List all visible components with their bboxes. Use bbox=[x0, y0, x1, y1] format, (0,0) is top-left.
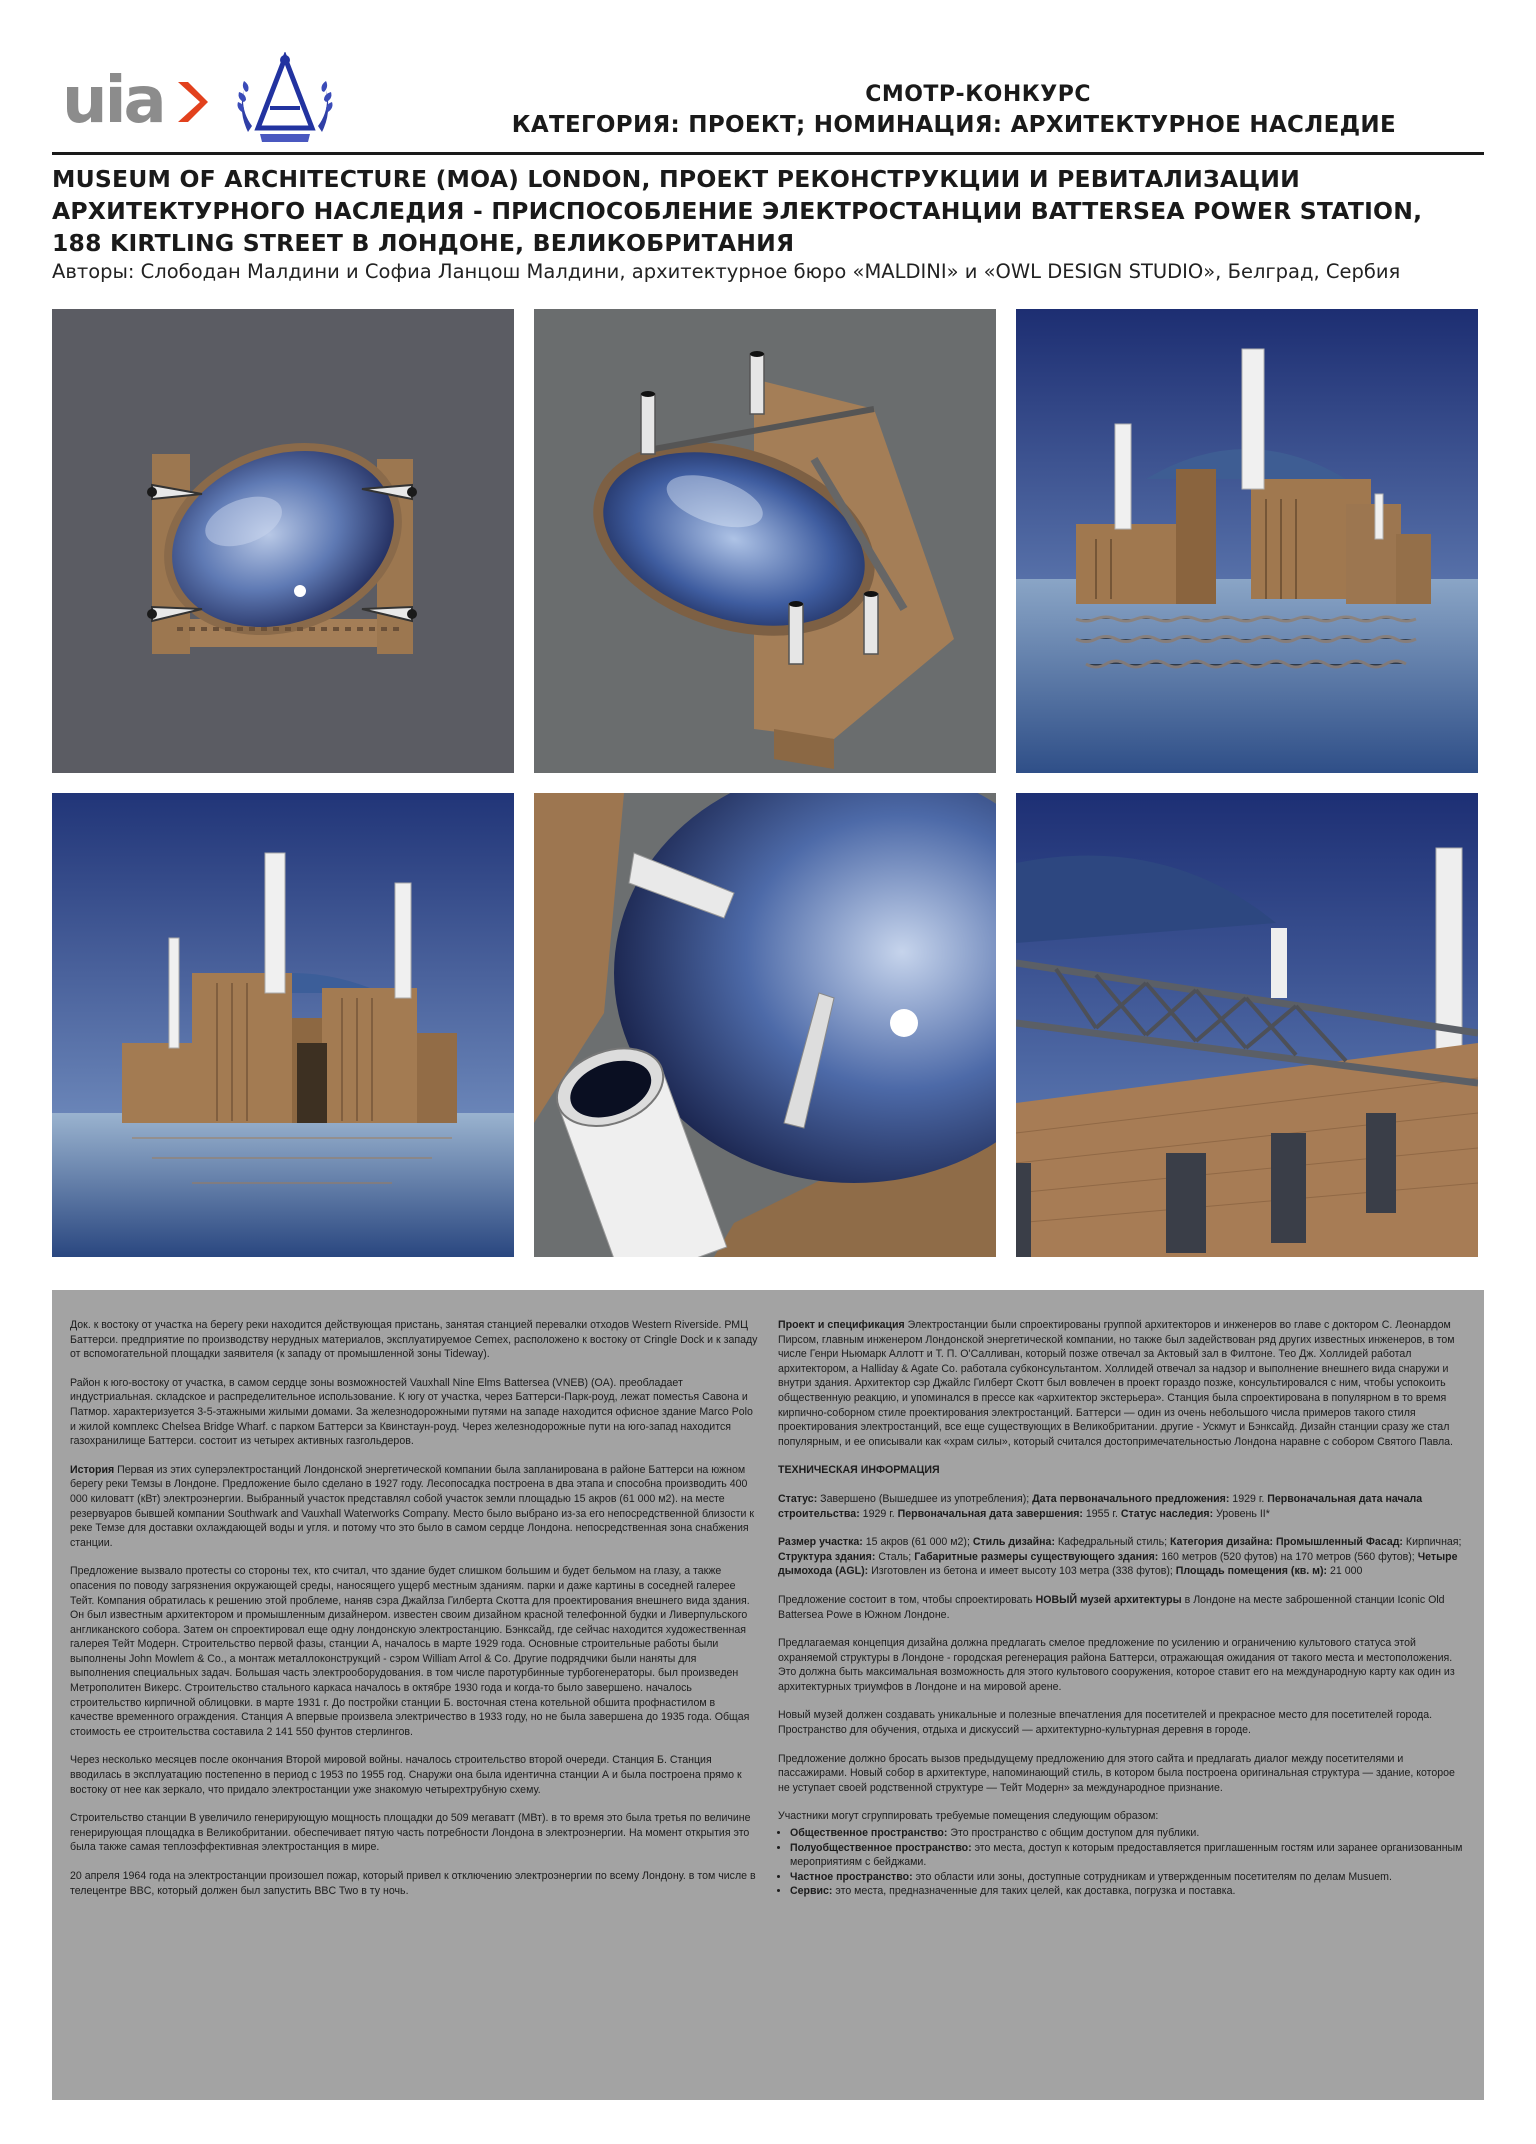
date-proposal-label: Дата первоначального предложения: bbox=[1032, 1492, 1230, 1505]
heritage-label: Статус наследия: bbox=[1120, 1507, 1214, 1520]
history-text: Первая из этих суперэлектростанций Лондонской энергетической компании была запланирована в районе Баттерси на южном берегу реки Темзы в Лондоне. Предложение было сделано в 1927 году. Лесопосадка построена в два этапа и способна производить 400 000 киловатт (кВт) электроэнергии. Выбранный участок представлял собой участок земли площадью 15 акров (61 000 м2). на месте резервуаров бывшей компании Southwark and Vauxhall Waterworks Company. Место было выбрано из-за его непосредственной близости к реке Темзе для доставки охлаждающей воды и угля. и потому что это было в самом сердце Лондона. непосредственная зона снабжения станции. bbox=[70, 1463, 754, 1549]
project-authors: Авторы: Слободан Малдини и Софиа Ланцош Малдини, архитектурное бюро «MALDINI» и «OWL DESIGN STUDIO», Белград, Сербия bbox=[52, 260, 1401, 283]
list-item-label: Сервис: bbox=[790, 1885, 833, 1898]
list-item-text: это места, предназначенные для таких целей, как доставка, погрузка и поставка. bbox=[832, 1885, 1236, 1898]
dimensions-label: Габаритные размеры существующего здания: bbox=[914, 1550, 1159, 1563]
technical-info-block-1 bbox=[778, 1492, 1468, 1521]
list-item-text: это области или зоны, доступные сотрудникам и утвержденным посетителям по делам Musuem. bbox=[912, 1870, 1392, 1883]
size-value: 15 акров (61 000 м2); bbox=[862, 1536, 973, 1549]
header-divider bbox=[52, 152, 1484, 155]
left-paragraph-4: Предложение вызвало протесты со стороны тех, кто считал, что здание будет слишком большим и будет бельмом на глазу, а также опасения по поводу загрязнения окружающей среды, наносящего ущерб местным зданиям. парки и даже картины в соседней галерее Тейт. Компания обратилась к решению этой проблеме, наняв сэра Джайлза Гилберта Скотта для проектирования внешнего вида здания. Он был известным архитектором и промышленным дизайнером. известен своим дизайном красной телефонной будки и Ливерпульского англиканского собора. Затем он спроектировал еще одну лондонскую электростанцию. Бэнксайд, где сейчас находится художественная галерея Тейт Модерн. Строительство первой фазы, станции А, началось в марте 1929 года. Основные строительные работы были выполнены John Mowlem & Co., а монтаж металлоконструкций - сэром William Arrol & Co. Другие подрядчики были наняты для выполнения специальных задач. Большая часть электрооборудования. в том числе паротурбинные турбогенераторы. был произведен Метрополитен Викерс. Строительство стального каркаса началось в октябре 1930 года и когда-то было завершено. началось строительство кирпичной облицовки. в марте 1931 г. До постройки станции Б. восточная стена котельной обшита профнастилом в качестве временного ограждения. Станция А впервые произвела электричество в 1933 году, но не была завершена до 1935 года. Общая стоимость ее строительства составила 2 141 550 фунтов стерлингов. bbox=[70, 1565, 750, 1738]
technical-info-title: ТЕХНИЧЕСКАЯ ИНФОРМАЦИЯ bbox=[778, 1464, 940, 1477]
style-label: Стиль дизайна: bbox=[972, 1536, 1055, 1549]
proposal-text-c: в Лондоне на месте заброшенной станции Iconic Old Battersea Powe в Южном Лондоне. bbox=[778, 1593, 1445, 1621]
render-perspective-top-view bbox=[534, 309, 996, 773]
proposal-text-a: Предложение состоит в том, чтобы спроектировать bbox=[778, 1593, 1036, 1606]
chimneys-value: Изготовлен из бетона и имеет высоту 103 метра (338 футов); bbox=[868, 1565, 1176, 1578]
header-category-label: КАТЕГОРИЯ: ПРОЕКТ; НОМИНАЦИЯ: АРХИТЕКТУРНОЕ НАСЛЕДИЕ bbox=[511, 112, 1396, 138]
date-end-value: 1955 г. bbox=[1082, 1507, 1121, 1520]
list-item-label: Общественное пространство: bbox=[790, 1827, 948, 1840]
dimensions-value: 160 метров (520 футов) на 170 метров (560 футов); bbox=[1158, 1550, 1418, 1563]
date-proposal-value: 1929 г. bbox=[1229, 1492, 1265, 1505]
list-item bbox=[790, 1841, 1468, 1870]
render-elevation-water-1 bbox=[1016, 309, 1478, 773]
list-item-label: Частное пространство: bbox=[790, 1870, 913, 1883]
list-item-text: это места, доступ к которым предоставляется приглашенным гостям или заранее организованным мероприятиям с бейджами. bbox=[790, 1841, 1463, 1869]
list-item-label: Полуобщественное пространство: bbox=[790, 1841, 972, 1854]
technical-info-block-2 bbox=[778, 1535, 1468, 1579]
list-item bbox=[790, 1826, 1468, 1841]
render-elevation-water-2 bbox=[52, 793, 514, 1257]
render-dome-chimney-detail bbox=[534, 793, 996, 1257]
description-right-column bbox=[778, 1318, 1468, 1899]
size-label: Размер участка: bbox=[778, 1536, 863, 1549]
right-paragraph-5: Предложение должно бросать вызов предыдущему предложению для этого сайта и предлагать диалог между посетителями и пассажирами. Новый собор в архитектуре, напоминающий стиль, в котором была построена оригинальная структура — здание, которое не уступает своей родственной структуре — Тейт Модерн» за международное признание. bbox=[778, 1752, 1455, 1794]
category-value: Кирпичная; bbox=[1402, 1536, 1462, 1549]
list-item-text: Это пространство с общим доступом для публики. bbox=[947, 1827, 1200, 1840]
status-value: Завершено (Вышедшее из употребления); bbox=[817, 1492, 1033, 1505]
description-left-column bbox=[70, 1318, 758, 1912]
association-crest-logo bbox=[230, 52, 340, 147]
render-top-view-1 bbox=[52, 309, 514, 773]
list-item bbox=[790, 1884, 1468, 1899]
left-paragraph-1: Док. к востоку от участка на берегу реки находится действующая пристань, занятая станцией перевалки отходов Western Riverside. РМЦ Баттерси. предприятие по производству нерудных материалов, эксплуатируемое Cemex, расположено к востоку от Cringle Dock и к западу от вспомогательной площадки заявителя (к западу от промышленной зоны Tideway). bbox=[70, 1319, 758, 1361]
left-paragraph-history bbox=[70, 1463, 758, 1551]
date-end-label: Первоначальная дата завершения: bbox=[897, 1507, 1083, 1520]
left-paragraph-2: Район к юго-востоку от участка, в самом сердце зоны возможностей Vauxhall Nine Elms Battersea (VNEB) (OA). преобладает индустриальная. складское и распределительное использование. К югу от участка, через Баттерси-Парк-роуд, лежат поместья Савона и Патмор. характеризуется 3-5-этажными жилыми домами. За железнодорожными путями на западе находится офисное здание Marco Polo и жилой комплекс Chelsea Bridge Wharf. с парком Баттерси за Квинстаун-роуд. Через железнодорожные пути на юго-запад находится газохранилище Баттерси. состоит из четырех активных газгольдеров. bbox=[70, 1376, 753, 1448]
chimneys-label: Четыре дымохода (AGL): bbox=[778, 1550, 1458, 1578]
history-label: История bbox=[70, 1463, 115, 1476]
status-label: Статус: bbox=[778, 1492, 818, 1505]
area-label: Площадь помещения (кв. м): bbox=[1175, 1565, 1328, 1578]
space-types-list bbox=[778, 1826, 1468, 1899]
heritage-value: Уровень II* bbox=[1213, 1507, 1270, 1520]
description-panel bbox=[52, 1290, 1484, 2100]
right-paragraph-6: Участники могут сгруппировать требуемые помещения следующим образом: bbox=[778, 1810, 1159, 1823]
header-competition-label: СМОТР-КОНКУРС bbox=[865, 82, 1091, 107]
right-paragraph-project bbox=[778, 1318, 1468, 1449]
structure-label: Структура здания: bbox=[778, 1550, 876, 1563]
list-item bbox=[790, 1870, 1468, 1885]
left-paragraph-6: Строительство станции В увеличило генерирующую мощность площадки до 509 мегаватт (МВт). в то время это была третья по величине генерирующая площадка в Великобритании. обеспечивает пятую часть потребности Лондона в электроэнергии. На момент открытия это была также самая теплоэффективная электростанция в мире. bbox=[70, 1812, 751, 1854]
project-spec-text: Электростанции были спроектированы группой архитекторов и инженеров во главе с доктором С. Леонардом Пирсом, главным инженером Лондонской энергетической компании, но также был задействован ряд других известных инженеров, в том числе Генри Ньюмарк Аллотт и Т. П. О'Салливан, который позже отвечал за Актовый зал в Филтоне. Тео Дж. Холлидей работал архитектором, а Halliday & Agate Co. работала субконсультантом. Холлидей отвечал за надзор и выполнение внешнего вида снаружи и внутри здания. Архитектор сэр Джайлс Гилберт Скотт был вовлечен в проект гораздо позже, консультировался с ним, чтобы успокоить общественную реакцию, и упоминался в прессе как «архитектор экстерьера». Станция была спроектирована в популярном в то время кирпично-соборном стиле проектирования электростанций. Баттерси — один из очень небольшого числа примеров такого стиля проектирования электростанций, все еще существующих в Великобритании. другие - Ускмут и Бэнксайд. Дизайн станции сразу же стал популярным, и ее описывали как «храм силы», который считался достопримечательностью Лондона наравне с собором Святого Павла. bbox=[778, 1319, 1455, 1448]
style-value: Кафедральный стиль; bbox=[1054, 1536, 1170, 1549]
left-paragraph-5: Через несколько месяцев после окончания Второй мировой войны. началось строительство второй очереди. Станция Б. Станция вводилась в эксплуатацию постепенно в период с 1953 по 1955 год. Снаружи она была идентична станции А и была построена прямо к востоку от нее как зеркало, что придало электростанции уже знакомую четырехтрубную схему. bbox=[70, 1754, 742, 1796]
structure-value: Сталь; bbox=[875, 1550, 915, 1563]
date-start-value: 1929 г. bbox=[859, 1507, 898, 1520]
project-spec-label: Проект и спецификация bbox=[778, 1319, 905, 1331]
project-title: MUSEUM OF ARCHITECTURE (MOA) LONDON, ПРОЕКТ РЕКОНСТРУКЦИИ И РЕВИТАЛИЗАЦИИ АРХИТЕКТУРНОГО НАСЛЕДИЯ - ПРИСПОСОБЛЕНИЕ ЭЛЕКТРОСТАНЦИИ BATTERSEA POWER STATION, 188 KIRTLING STREET В ЛОНДОНЕ, ВЕЛИКОБРИТАНИЯ bbox=[52, 165, 1423, 257]
category-label: Категория дизайна: Промышленный Фасад: bbox=[1170, 1536, 1403, 1549]
right-paragraph-4: Новый музей должен создавать уникальные и полезные впечатления для посетителей и прекрасное место для посетителей города. Пространство для обучения, отдыха и дискуссий — архитектурно-культурная деревня в городе. bbox=[778, 1709, 1433, 1737]
area-value: 21 000 bbox=[1327, 1565, 1363, 1578]
right-paragraph-proposal bbox=[778, 1593, 1468, 1622]
render-truss-facade-detail bbox=[1016, 793, 1478, 1257]
date-start-label: Первоначальная дата начала строительства: bbox=[778, 1492, 1423, 1520]
left-paragraph-7: 20 апреля 1964 года на электростанции произошел пожар, который привел к отключению электроэнергии по всему Лондону. в том числе в телецентре BBC, который должен был запустить BBC Two в ту ночь. bbox=[70, 1870, 756, 1897]
proposal-text-b: НОВЫЙ музей архитектуры bbox=[1035, 1593, 1182, 1606]
uia-logo bbox=[60, 60, 210, 135]
right-paragraph-3: Предлагаемая концепция дизайна должна предлагать смелое предложение по усилению и ограничению культового статуса этой охраняемой структуры в Лондоне - городская регенерация района Баттерси, отражающая ожидания от такого места и местоположения. Это должна быть максимальная возможность для этого культового сооружения, которое ставит его на международную карту как один из архитектурных триумфов в Лондоне и на мировой арене. bbox=[778, 1637, 1455, 1693]
uia-logo-text: uia bbox=[62, 64, 164, 135]
